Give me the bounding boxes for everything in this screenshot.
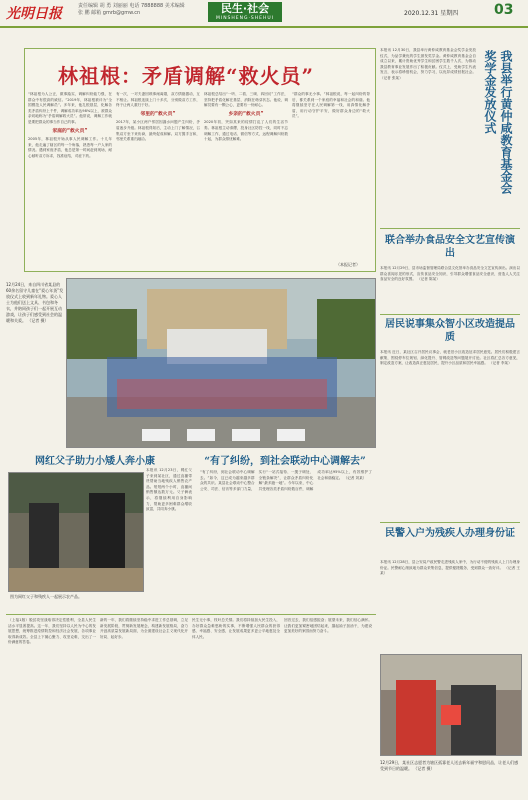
right-story-2-body <box>380 266 520 310</box>
bottom-photo <box>380 654 522 756</box>
divider <box>380 228 520 229</box>
right-story-4-headline: 民警入户为残疾人办理身份证 <box>385 528 515 539</box>
paper-name: 光明日报 <box>6 6 62 22</box>
group-photo-image <box>67 279 375 447</box>
story-a-body <box>146 468 192 590</box>
right-story-4-author: （记者 王某） <box>380 565 520 576</box>
lead-column-2 <box>116 92 200 266</box>
lead-column-1 <box>28 92 112 266</box>
right-story-3-author: （记者 李某） <box>488 361 512 366</box>
bottom-photo-credit: （记者 摄） <box>413 766 435 771</box>
story-a-photo <box>8 472 144 592</box>
right-story-1-body <box>380 48 476 198</box>
story-a-caption: 图为网红父子和残疾人一起展示农产品。 <box>10 594 82 599</box>
lead-headline: 林祖根：矛盾调解“救火员” <box>58 64 315 88</box>
section-subtitle: MINSHENG·SHEHUI <box>215 16 275 21</box>
divider <box>6 614 376 615</box>
page-number: 03 <box>494 2 514 18</box>
section-badge <box>208 2 282 22</box>
story-b-author: （记者 刘某） <box>343 475 367 480</box>
lead-byline: （本报记者） <box>336 262 360 267</box>
bottom-column-2 <box>100 618 188 794</box>
bottom-col4-text: 回首过去，我们倍感振奋；展望未来，我们信心满怀。让我们更加紧密地团结起来，撸起袖子加油干，为建设更加美好的家园而努力奋斗。 <box>284 618 372 634</box>
lead-subhead-3: 乡亲的“救火员” <box>228 111 264 117</box>
lead-col2-text: 有一次，一对夫妻因琐事闹离婚，双方情绪激动，互不相让。林祖根连续上门十多次，分别做双方工作，终于让两人重归于好。 <box>116 92 200 108</box>
dateline: 2020.12.31 星期四 <box>404 10 459 17</box>
bottom-column-3 <box>192 618 280 794</box>
story-a-photo-image <box>9 473 143 591</box>
right-story-3-body <box>380 350 520 500</box>
right-story-2-author: （记者 陈某） <box>417 277 440 282</box>
lead-subhead-2: 邻里的“救火员” <box>140 111 176 117</box>
bottom-photo-image <box>381 655 521 755</box>
right-story-1-text: 本报讯 12月30日，我县举行黄仲咸教育基金会奖学金发放仪式，为品学兼优的学生颁发奖学金。黄仲咸教育基金会自成立以来，累计资助优秀学生和贫困学生数千人次，为推动我县教育事业发展作出了积极贡献。仪式上，受助学生代表发言，表示将珍惜机会，努力学习，以优异成绩回报社会。 <box>380 48 476 75</box>
bottom-column-1 <box>8 618 96 794</box>
lead-column-4 <box>292 92 370 258</box>
story-a-text: 本报讯 12月23日，网红父子来到某社区，通过直播带货帮助当地残疾人销售农产品。短短两个小时，直播间销售额达数万元。父子俩表示，将继续利用自身影响力，帮助更多困难群众增收致富，共同奔小康。 <box>146 468 192 512</box>
lead-col1-text: “林祖根为人公正，做事踏实，调解纠纷能力强，在群众中有很高的威信。”2019年，林祖根被评为“全国模范人民调解员”。多年来，他扎根基层，化解各类矛盾纠纷上千件，调解成功率达98%以上，被群众亲切地称为“矛盾调解救火员”。他常说，调解工作就是要把群众的事当作自己的事。 <box>28 92 112 124</box>
lead-col3b-text: 2020年初，突如其来的疫情打乱了人们的生活节奏。林祖根主动请缨，投身社区防控一线，同时不忘调解工作，通过电话、微信等方式，远程调解纠纷数十起，为群众排忧解难。 <box>204 120 288 142</box>
story-a-headline: 网红父子助力小矮人奔小康 <box>35 456 155 467</box>
bottom-col1-text: （上接1版）脱贫攻坚战取得决定性胜利，全县人民生活水平显著提高。这一年，我们坚持以人民为中心的发展思想，统筹推进疫情防控和经济社会发展，各项事业取得新成效。全县上下凝心聚力、攻坚克难，交出了一份满意的答卷。 <box>8 618 96 645</box>
divider <box>380 522 520 523</box>
mid-photo-caption <box>6 282 64 442</box>
mid-photo-credit: （记者 摄） <box>27 318 49 323</box>
right-story-3-headline: 居民说事集众智小区改造提品质 <box>385 319 515 343</box>
right-story-1-author: （记者 张某） <box>380 75 403 80</box>
right-story-4-body <box>380 560 520 646</box>
right-story-3-text: 本报讯 近日，某社区召开居民议事会，就老旧小区改造征求居民意见。居民们积极建言献策，围绕停车位规划、绿化提升、管网改造等问题展开讨论。社区将汇总各方意见，制定改造方案，让改造真正惠及居民，提升小区品质和居民幸福感。 <box>380 350 520 366</box>
story-b-body <box>200 470 372 600</box>
editor-credits: 责任编辑 胡 勇 刘丽丽 电话 7888888 美术编辑 张 鹏 邮箱 gmrb@gmw.cn <box>78 3 185 16</box>
bottom-photo-caption-text: 12月29日，某社区志愿者为辖区孤寡老人送去新年福字和慰问品，让老人们感受到节日的温暖。 <box>380 760 519 771</box>
group-photo <box>66 278 376 448</box>
story-b-headline: “有了纠纷，到社会联动中心调解去” <box>204 456 366 467</box>
right-story-2-headline: 联合举办食品安全文艺宣传演出 <box>385 235 515 259</box>
right-story-4-text: 本报讯 12月28日，县公安局户政民警走进残疾人家中，为行动不便的残疾人上门办理身份证。民警耐心细致地为群众采集信息，提供便捷服务，受到群众一致好评。 <box>380 560 520 570</box>
right-story-2-text: 本报讯 12月29日，县市场监督管理局联合县文化馆举办食品安全文艺宣传演出。演出以群众喜闻乐见的形式，宣传食品安全知识，引导群众增强食品安全意识，营造人人关注食品安全的良好氛围。 <box>380 266 520 282</box>
story-b-text: “有了纠纷，到社会联动中心调解去。”如今，这已成为越来越多群众的共识。某县社会联动中心整合公安、司法、信访等多部门力量，实行“一站式接待、一揽子调处、全链条解决”，让群众矛盾纠纷化解“最多跑一地”。今年以来，中心共受理各类矛盾纠纷数百件，调解成功率达95%以上，有效维护了社会和谐稳定。 <box>200 470 372 491</box>
bottom-photo-caption <box>380 760 520 772</box>
lead-column-3 <box>204 92 288 266</box>
lead-subhead-1: 家庭的“救火员” <box>52 128 88 134</box>
bottom-column-4 <box>284 618 372 794</box>
mid-photo-caption-text: 12月24日，来自四川省某县的60余名留守儿童在“爱心年货”发放仪式上收到新年礼物。爱心人士为他们送上文具、书包和冬衣，并陪同孩子们一起开展互动游戏，让孩子们感受到社会的温暖和关爱。 <box>6 282 64 323</box>
section-title: 民生·社会 <box>220 2 270 15</box>
lead-col4-text: “群众的事无小事。”林祖根说，每一起纠纷的背后，都关系到一个家庭的幸福和社会的和谐。他将继续坚守在人民调解第一线，用真情化解矛盾，用行动守护平安，做好群众身边的“救火员”。 <box>292 92 370 119</box>
bottom-col3-text: 民生无小事，枝叶总关情。我们将持续加大民生投入，办好群众急难愁盼的实事，不断增强人民群众的获得感、幸福感、安全感，让发展成果更多更公平地惠及全体人民。 <box>192 618 280 639</box>
lead-col1b-text: 2005年，林祖根开始从事人民调解工作。十几年来，他走遍了辖区的每一个角落，熟悉每一户人家的情况。遇到家庭矛盾，他总是第一时间赶到现场，耐心倾听双方诉求，找准症结，对症下药。 <box>28 137 112 158</box>
lead-col2b-text: 2017年，某小区两户邻居因漏水问题产生纠纷，矛盾逐步升级。林祖根得知后，主动上门了解情况，召集双方坐下来协商，最终促成和解。双方握手言和，邻里关系重归融洽。 <box>116 120 200 142</box>
lead-col3-text: 林祖根总结出“一听、二看、三调、四回访”工作法，坚持把矛盾化解在基层、消除在萌芽状态。他说，调解员要有一颗公心，更要有一份耐心。 <box>204 92 288 108</box>
right-story-1-headline: 我县举行黄仲咸教育基金会奖学金发放仪式 <box>483 50 513 194</box>
divider <box>380 314 520 315</box>
bottom-col2-text: 新的一年，我们将继续坚持稳中求进工作总基调，立足新发展阶段，贯彻新发展理念，构建新发展格局，奋力开创高质量发展新局面，为全面建设社会主义现代化开好局、起好步。 <box>100 618 188 639</box>
